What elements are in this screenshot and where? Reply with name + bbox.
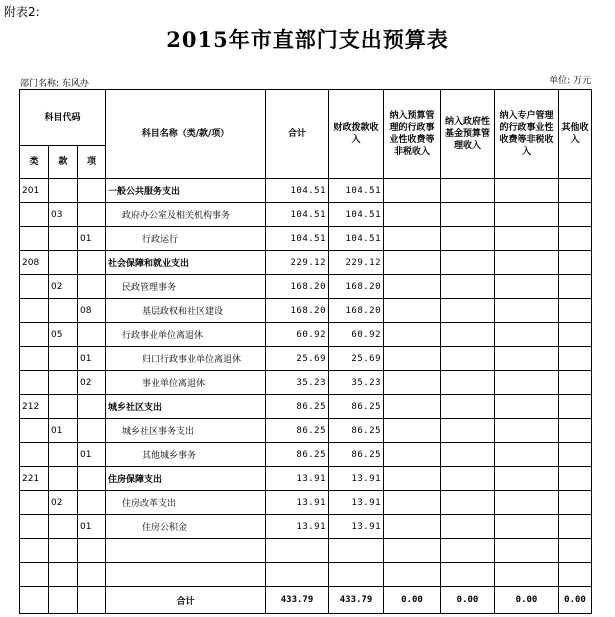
table-row: [20, 371, 592, 395]
cell-empty: [495, 443, 559, 467]
cell-total: 104.51: [266, 203, 329, 227]
cell-empty: [384, 443, 441, 467]
table-row: [20, 251, 592, 275]
cell-xiang: [78, 395, 106, 419]
cell-lei: [20, 539, 49, 563]
cell-empty: [559, 515, 592, 539]
header-xiang: 项: [78, 146, 106, 179]
table-row: [20, 467, 592, 491]
cell-empty: [384, 203, 441, 227]
cell-xiang: [78, 467, 106, 491]
cell-fiscal: 86.25: [329, 443, 384, 467]
cell-empty: [495, 299, 559, 323]
cell-empty: [384, 371, 441, 395]
table-row: [20, 443, 592, 467]
cell-subject-name: 基层政权和社区建设: [106, 299, 266, 323]
cell-kuan: 05: [49, 323, 78, 347]
cell-lei: [20, 515, 49, 539]
cell-subject-name: 住房保障支出: [106, 467, 266, 491]
cell-subject-name: [106, 539, 266, 563]
cell-xiang: [78, 323, 106, 347]
cell-total: 13.91: [266, 467, 329, 491]
cell-empty: [559, 419, 592, 443]
cell-kuan: [49, 563, 78, 587]
cell-xiang: [78, 419, 106, 443]
cell-subject-name: 其他城乡事务: [106, 443, 266, 467]
cell-total: [266, 539, 329, 563]
cell-subject-name: 一般公共服务支出: [106, 179, 266, 203]
cell-empty: [559, 347, 592, 371]
cell-empty: [384, 323, 441, 347]
cell-lei: [20, 275, 49, 299]
cell-subject-name: 社会保障和就业支出: [106, 251, 266, 275]
header-kuan: 款: [49, 146, 78, 179]
cell-empty: [441, 419, 495, 443]
cell-empty: [559, 227, 592, 251]
cell-empty: [384, 419, 441, 443]
page-title: 2015年市直部门支出预算表: [166, 27, 449, 52]
attachment-label: 附表2:: [4, 5, 40, 19]
cell-empty: [559, 491, 592, 515]
cell-subject-name: 城乡社区事务支出: [106, 419, 266, 443]
cell-kuan: [49, 299, 78, 323]
cell-xiang: 01: [78, 443, 106, 467]
cell-subject-name: 住房改革支出: [106, 491, 266, 515]
cell-empty: [384, 179, 441, 203]
cell-total: 229.12: [266, 251, 329, 275]
cell-lei: [20, 203, 49, 227]
cell-empty: [559, 395, 592, 419]
table-row: [20, 227, 592, 251]
cell-xiang: 01: [78, 347, 106, 371]
cell-kuan: [49, 467, 78, 491]
cell-empty: [559, 251, 592, 275]
cell-lei: [20, 563, 49, 587]
cell-empty: [559, 323, 592, 347]
cell-fiscal: 25.69: [329, 347, 384, 371]
cell-empty: [441, 203, 495, 227]
cell-empty: [441, 395, 495, 419]
cell-empty: [559, 203, 592, 227]
cell-total: 168.20: [266, 275, 329, 299]
cell-empty: [495, 251, 559, 275]
cell-empty: [495, 179, 559, 203]
totals-col-d: 0.00: [559, 587, 592, 614]
department-name: 部门名称: 东风办: [20, 79, 89, 89]
header-fiscal: 财政拨款收入: [329, 90, 384, 179]
cell-xiang: 08: [78, 299, 106, 323]
cell-empty: [441, 443, 495, 467]
cell-subject-name: 行政运行: [106, 227, 266, 251]
budget-table-body: [20, 179, 592, 587]
table-row: [20, 539, 592, 563]
cell-empty: [441, 539, 495, 563]
cell-kuan: 02: [49, 491, 78, 515]
cell-fiscal: 60.92: [329, 323, 384, 347]
cell-empty: [559, 299, 592, 323]
cell-empty: [384, 515, 441, 539]
totals-col-c: 0.00: [495, 587, 559, 614]
cell-xiang: 01: [78, 227, 106, 251]
header-total: 合计: [266, 90, 329, 179]
cell-empty: [495, 395, 559, 419]
header-col-b: 纳入政府性基金预算管理收入: [441, 90, 495, 179]
cell-subject-name: 城乡社区支出: [106, 395, 266, 419]
cell-empty: [495, 419, 559, 443]
cell-xiang: [78, 491, 106, 515]
cell-empty: [384, 299, 441, 323]
cell-lei: [20, 419, 49, 443]
cell-kuan: [49, 539, 78, 563]
cell-subject-name: 归口行政事业单位离退休: [106, 347, 266, 371]
cell-lei: 212: [20, 395, 49, 419]
cell-total: 86.25: [266, 419, 329, 443]
cell-total: 13.91: [266, 515, 329, 539]
cell-empty: [384, 539, 441, 563]
cell-empty: [441, 371, 495, 395]
table-row: [20, 491, 592, 515]
table-row: [20, 323, 592, 347]
table-row: [20, 347, 592, 371]
cell-empty: [441, 323, 495, 347]
cell-empty: [495, 563, 559, 587]
cell-empty: [384, 491, 441, 515]
table-row: [20, 299, 592, 323]
table-row: [20, 563, 592, 587]
header-lei: 类: [20, 146, 49, 179]
cell-fiscal: [329, 539, 384, 563]
cell-empty: [559, 563, 592, 587]
cell-empty: [559, 539, 592, 563]
cell-fiscal: 104.51: [329, 179, 384, 203]
cell-kuan: [49, 347, 78, 371]
cell-total: 168.20: [266, 299, 329, 323]
cell-lei: 208: [20, 251, 49, 275]
totals-col-a: 0.00: [384, 587, 441, 614]
cell-empty: [495, 203, 559, 227]
cell-subject-name: 住房公积金: [106, 515, 266, 539]
cell-lei: [20, 443, 49, 467]
cell-empty: [495, 227, 559, 251]
cell-xiang: [78, 251, 106, 275]
cell-empty: [441, 251, 495, 275]
header-col-c: 纳入专户管理的行政事业性收费等非税收入: [495, 90, 559, 179]
cell-xiang: [78, 539, 106, 563]
cell-empty: [495, 323, 559, 347]
budget-table: [19, 89, 592, 614]
cell-lei: 221: [20, 467, 49, 491]
cell-total: [266, 563, 329, 587]
table-row: [20, 395, 592, 419]
totals-total: 433.79: [266, 587, 329, 614]
cell-total: 104.51: [266, 179, 329, 203]
cell-subject-name: 事业单位离退休: [106, 371, 266, 395]
cell-fiscal: 13.91: [329, 515, 384, 539]
cell-empty: [495, 371, 559, 395]
cell-empty: [441, 491, 495, 515]
cell-lei: [20, 299, 49, 323]
cell-empty: [441, 467, 495, 491]
cell-empty: [441, 563, 495, 587]
cell-fiscal: 13.91: [329, 491, 384, 515]
cell-subject-name: 行政事业单位离退休: [106, 323, 266, 347]
cell-total: 25.69: [266, 347, 329, 371]
cell-empty: [559, 467, 592, 491]
cell-kuan: [49, 227, 78, 251]
cell-empty: [384, 251, 441, 275]
cell-empty: [384, 563, 441, 587]
header-col-d: 其他收入: [559, 90, 592, 179]
cell-lei: 201: [20, 179, 49, 203]
cell-subject-name: 政府办公室及相关机构事务: [106, 203, 266, 227]
cell-empty: [495, 515, 559, 539]
cell-empty: [559, 275, 592, 299]
cell-empty: [495, 347, 559, 371]
cell-empty: [384, 347, 441, 371]
cell-fiscal: 13.91: [329, 467, 384, 491]
header-subject-name: 科目名称（类/款/项）: [106, 90, 266, 179]
cell-lei: [20, 323, 49, 347]
cell-fiscal: 35.23: [329, 371, 384, 395]
cell-empty: [495, 491, 559, 515]
totals-label: 合计: [106, 587, 266, 614]
table-row: [20, 515, 592, 539]
cell-xiang: 02: [78, 371, 106, 395]
cell-total: 86.25: [266, 395, 329, 419]
cell-xiang: [78, 275, 106, 299]
cell-empty: [495, 467, 559, 491]
cell-fiscal: 86.25: [329, 419, 384, 443]
cell-fiscal: 104.51: [329, 203, 384, 227]
cell-xiang: [78, 563, 106, 587]
cell-xiang: [78, 203, 106, 227]
cell-empty: [441, 299, 495, 323]
cell-xiang: 01: [78, 515, 106, 539]
cell-kuan: 02: [49, 275, 78, 299]
cell-total: 35.23: [266, 371, 329, 395]
cell-subject-name: 民政管理事务: [106, 275, 266, 299]
cell-lei: [20, 227, 49, 251]
cell-empty: [441, 347, 495, 371]
cell-total: 86.25: [266, 443, 329, 467]
header-col-a: 纳入预算管理的行政事业性收费等非税收入: [384, 90, 441, 179]
table-row: [20, 179, 592, 203]
cell-empty: [495, 275, 559, 299]
cell-empty: [441, 275, 495, 299]
table-row: [20, 419, 592, 443]
cell-kuan: [49, 443, 78, 467]
cell-fiscal: [329, 563, 384, 587]
cell-kuan: [49, 515, 78, 539]
cell-lei: [20, 347, 49, 371]
unit-label: 单位: 万元: [549, 76, 591, 86]
cell-lei: [20, 371, 49, 395]
cell-empty: [441, 227, 495, 251]
cell-total: 13.91: [266, 491, 329, 515]
cell-total: 60.92: [266, 323, 329, 347]
cell-kuan: [49, 395, 78, 419]
cell-xiang: [78, 179, 106, 203]
cell-fiscal: 168.20: [329, 299, 384, 323]
cell-empty: [441, 179, 495, 203]
cell-kuan: [49, 179, 78, 203]
cell-empty: [559, 443, 592, 467]
totals-row: [20, 587, 592, 614]
cell-fiscal: 86.25: [329, 395, 384, 419]
cell-empty: [384, 227, 441, 251]
cell-kuan: 03: [49, 203, 78, 227]
header-subject-code: 科目代码: [20, 90, 106, 146]
cell-subject-name: [106, 563, 266, 587]
totals-col-b: 0.00: [441, 587, 495, 614]
cell-kuan: 01: [49, 419, 78, 443]
cell-empty: [384, 467, 441, 491]
cell-kuan: [49, 371, 78, 395]
cell-fiscal: 104.51: [329, 227, 384, 251]
cell-fiscal: 229.12: [329, 251, 384, 275]
cell-fiscal: 168.20: [329, 275, 384, 299]
cell-empty: [559, 179, 592, 203]
cell-empty: [559, 371, 592, 395]
table-row: [20, 275, 592, 299]
totals-fiscal: 433.79: [329, 587, 384, 614]
cell-empty: [441, 515, 495, 539]
cell-empty: [384, 275, 441, 299]
cell-total: 104.51: [266, 227, 329, 251]
table-row: [20, 203, 592, 227]
cell-empty: [384, 395, 441, 419]
cell-empty: [495, 539, 559, 563]
cell-kuan: [49, 251, 78, 275]
cell-lei: [20, 491, 49, 515]
